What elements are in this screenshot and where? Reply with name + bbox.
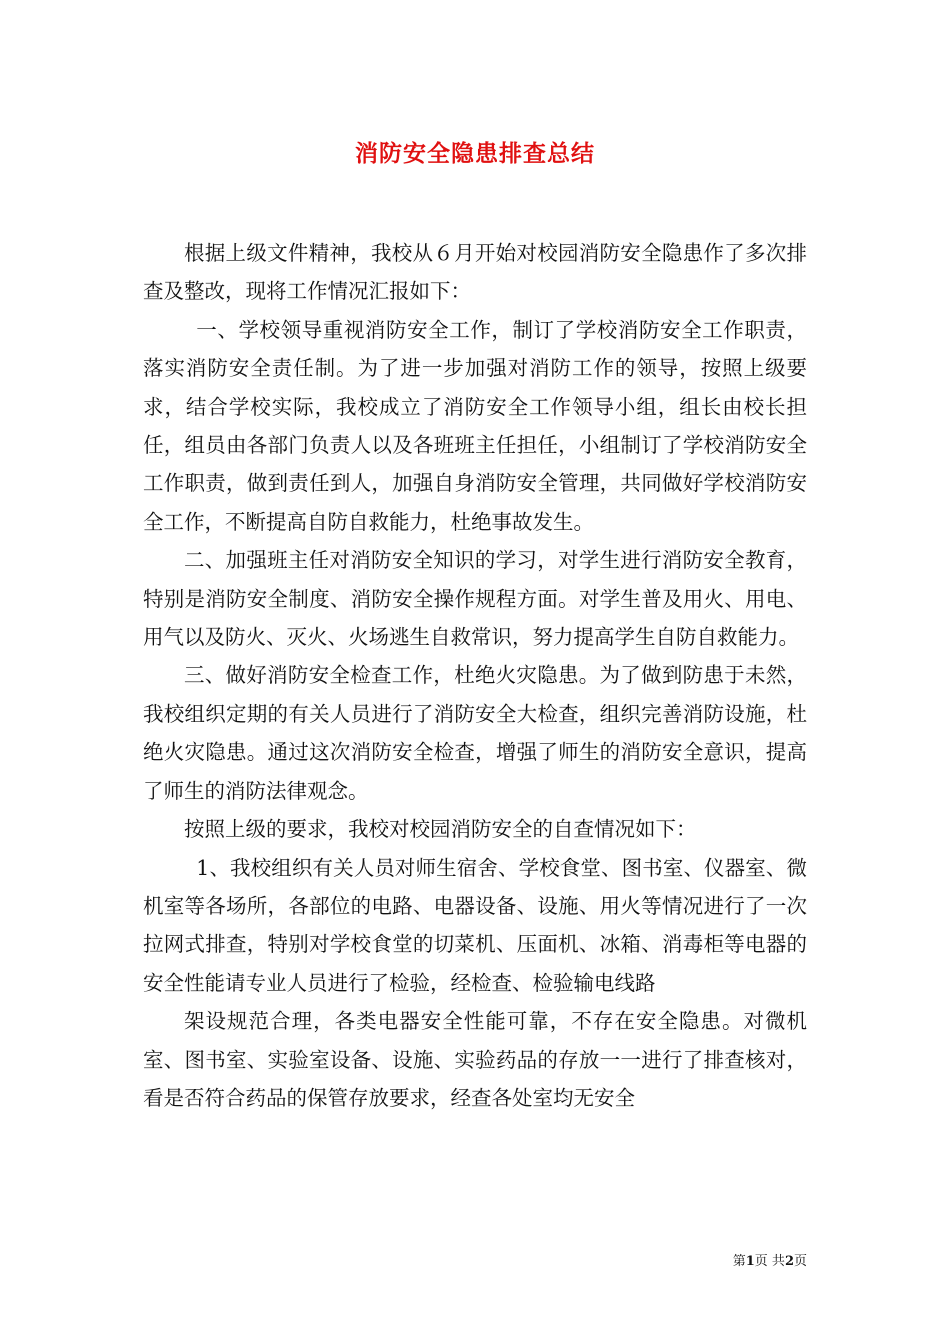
footer-middle: 页 共 xyxy=(754,1254,785,1269)
footer-prefix: 第 xyxy=(732,1254,746,1269)
paragraph-self-check-intro: 按照上级的要求，我校对校园消防安全的自查情况如下： xyxy=(184,817,697,842)
footer-current-page: 1 xyxy=(745,1254,755,1269)
page-number-footer xyxy=(733,1250,807,1269)
paragraph-section-1: 一、学校领导重视消防安全工作，制订了学校消防安全工作职责，落实消防安全责任制。为了进一步加强对消防工作的领导，按照上级要求，结合学校实际，我校成立了消防安全工作领导小组，组长由校长担任，组员由各部门负责人以及各班班主任担任，小组制订了学校消防安全工作职责，做到责任到人，加强自身消防安全管理，共同做好学校消防安全工作，不断提高自防自救能力，杜绝事故发生。 xyxy=(143,317,807,534)
paragraph-section-2: 二、加强班主任对消防安全知识的学习，对学生进行消防安全教育，特别是消防安全制度、消防安全操作规程方面。对学生普及用火、用电、用气以及防火、灭火、火场逃生自救常识，努力提高学生自防自救能力。 xyxy=(143,548,807,650)
footer-suffix: 页 xyxy=(793,1254,807,1269)
document-body xyxy=(143,234,807,1117)
footer-total-pages: 2 xyxy=(784,1254,794,1269)
paragraph-item-1-continued: 架设规范合理，各类电器安全性能可靠，不存在安全隐患。对微机室、图书室、实验室设备、设施、实验药品的存放一一进行了排查核对，看是否符合药品的保管存放要求，经查各处室均无安全 xyxy=(143,1009,807,1110)
document-title: 消防安全隐患排查总结 xyxy=(355,140,595,167)
paragraph-section-3: 三、做好消防安全检查工作，杜绝火灾隐患。为了做到防患于未然，我校组织定期的有关人员进行了消防安全大检查，组织完善消防设施，杜绝火灾隐患。通过这次消防安全检查，增强了师生的消防安全意识，提高了师生的消防法律观念。 xyxy=(143,663,807,803)
paragraph-intro: 根据上级文件精神，我校从６月开始对校园消防安全隐患作了多次排查及整改，现将工作情况汇报如下： xyxy=(143,241,807,304)
paragraph-item-1: 1、我校组织有关人员对师生宿舍、学校食堂、图书室、仪器室、微机室等各场所，各部位的电路、电器设备、设施、用火等情况进行了一次拉网式排查，特别对学校食堂的切菜机、压面机、冰箱、消毒柜等电器的安全性能请专业人员进行了检验，经检查、检验输电线路 xyxy=(143,855,807,995)
